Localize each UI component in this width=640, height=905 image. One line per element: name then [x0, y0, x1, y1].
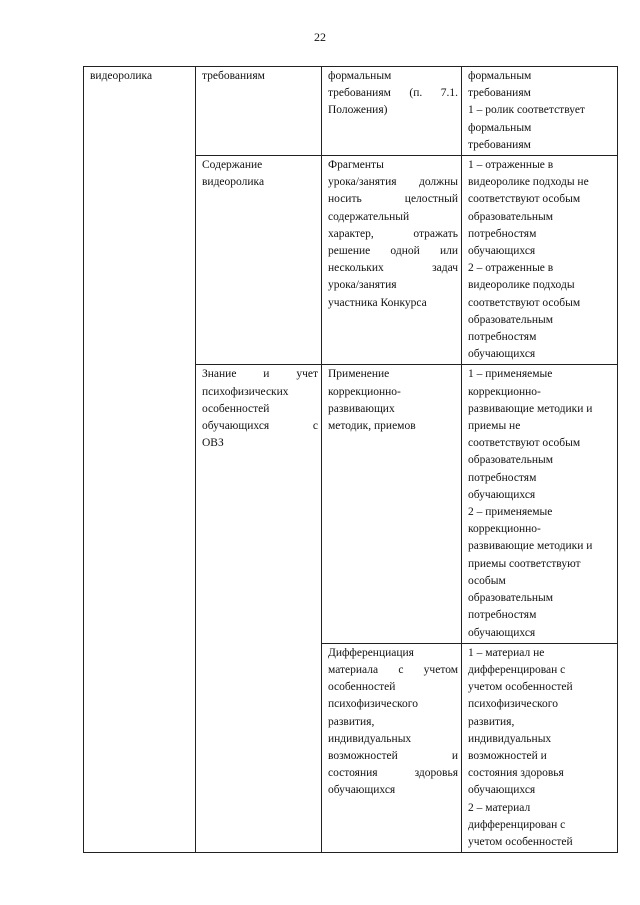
indicator-line: участника Конкурса	[328, 296, 427, 309]
scale-line: формальным	[468, 70, 532, 82]
indicator-line: содержательный	[328, 210, 410, 223]
indicator-line: Фрагменты	[328, 159, 384, 172]
scale-line: требованиям	[468, 138, 531, 151]
section-label: видеоролика	[90, 70, 153, 82]
indicator-line: особенностей	[328, 681, 396, 694]
indicator-line: формальным	[328, 70, 392, 82]
section-cell	[84, 67, 196, 853]
indicator-line: возможностей и	[328, 749, 458, 762]
scale-line: 2 – отраженные в	[468, 262, 554, 275]
scale-line: обучающихся	[468, 784, 536, 797]
scale-line: потребностям	[468, 331, 537, 344]
scale-line: 2 – применяемые	[468, 506, 553, 519]
indicator-line: характер, отражать	[328, 227, 458, 240]
indicator-line: Положения)	[328, 104, 388, 117]
scale-cell	[462, 643, 618, 852]
indicator-cell	[322, 643, 462, 852]
scale-line: потребностям	[468, 609, 537, 622]
scale-line: обучающихся	[468, 626, 536, 639]
indicator-line: требованиям (п. 7.1.	[328, 87, 458, 100]
scale-line: требованиям	[468, 87, 531, 100]
scale-line: возможностей и	[468, 749, 547, 762]
criterion-text: требованиям	[202, 70, 265, 82]
scale-cell	[462, 67, 618, 156]
table-row	[84, 67, 618, 156]
criterion-cell	[196, 156, 322, 365]
indicator-cell	[322, 67, 462, 156]
criterion-line: ОВЗ	[202, 437, 224, 450]
scale-line: обучающихся	[468, 348, 536, 361]
indicator-line: решение одной или	[328, 245, 458, 258]
indicator-line: урока/занятия	[328, 279, 397, 292]
scale-line: состояния здоровья	[468, 767, 564, 780]
scale-line: дифференцирован с	[468, 663, 566, 676]
indicator-line: индивидуальных	[328, 732, 412, 745]
scale-line: соответствуют особым	[468, 193, 581, 206]
page-number: 22	[314, 30, 326, 44]
indicator-line: Применение	[328, 368, 390, 381]
criterion-line: психофизических	[202, 385, 289, 398]
scale-line: психофизического	[468, 698, 558, 711]
scale-line: образовательным	[468, 210, 554, 223]
scale-line: индивидуальных	[468, 732, 552, 745]
scale-line: потребностям	[468, 227, 537, 240]
scale-line: потребностям	[468, 471, 537, 484]
indicator-line: состояния здоровья	[328, 767, 458, 780]
indicator-line: обучающихся	[328, 784, 396, 797]
scale-line: особым	[468, 574, 506, 587]
criterion-line: Содержание	[202, 159, 263, 172]
scale-line: учетом особенностей	[468, 681, 573, 694]
scale-line: соответствуют особым	[468, 296, 581, 309]
indicator-line: носить целостный	[328, 193, 458, 206]
indicator-line: развивающих	[328, 402, 395, 415]
scale-line: образовательным	[468, 454, 554, 467]
indicator-line: материала с учетом	[328, 663, 458, 676]
indicator-line: методик, приемов	[328, 420, 416, 433]
scale-line: коррекционно-	[468, 385, 541, 398]
criterion-line: Знание и учет	[202, 368, 318, 381]
scale-line: дифференцирован с	[468, 818, 566, 831]
indicator-cell	[322, 156, 462, 365]
scale-line: видеоролике подходы не	[468, 176, 589, 189]
indicator-cell	[322, 365, 462, 643]
scale-line: образовательным	[468, 592, 554, 605]
criterion-line: обучающихся с	[202, 420, 318, 433]
scale-line: 2 – материал	[468, 801, 531, 814]
criterion-line: видеоролика	[202, 176, 265, 189]
scale-line: развития,	[468, 715, 515, 728]
indicator-line: психофизического	[328, 698, 418, 711]
scale-line: 1 – ролик соответствует	[468, 104, 585, 117]
scale-cell	[462, 365, 618, 643]
scale-cell	[462, 156, 618, 365]
scale-line: обучающихся	[468, 245, 536, 258]
criterion-line: особенностей	[202, 402, 270, 415]
scale-line: развивающие методики и	[468, 402, 593, 415]
scale-line: 1 – применяемые	[468, 368, 553, 381]
scale-line: приемы соответствуют	[468, 557, 581, 570]
scale-line: развивающие методики и	[468, 540, 593, 553]
scale-line: обучающихся	[468, 488, 536, 501]
scale-line: учетом особенностей	[468, 835, 573, 848]
indicator-line: коррекционно-	[328, 385, 401, 398]
indicator-line: Дифференциация	[328, 646, 414, 659]
criterion-cell	[196, 67, 322, 156]
indicator-line: развития,	[328, 715, 375, 728]
scale-line: 1 – отраженные в	[468, 159, 554, 172]
indicator-line: нескольких задач	[328, 262, 458, 275]
scale-line: видеоролике подходы	[468, 279, 575, 292]
criterion-cell	[196, 365, 322, 853]
scale-line: соответствуют особым	[468, 437, 581, 450]
scale-line: 1 – материал не	[468, 646, 545, 659]
scale-line: образовательным	[468, 313, 554, 326]
scale-line: формальным	[468, 121, 532, 134]
scale-line: приемы не	[468, 420, 521, 433]
criteria-table	[83, 66, 618, 853]
indicator-line: урока/занятия должны	[328, 176, 458, 189]
scale-line: коррекционно-	[468, 523, 541, 536]
